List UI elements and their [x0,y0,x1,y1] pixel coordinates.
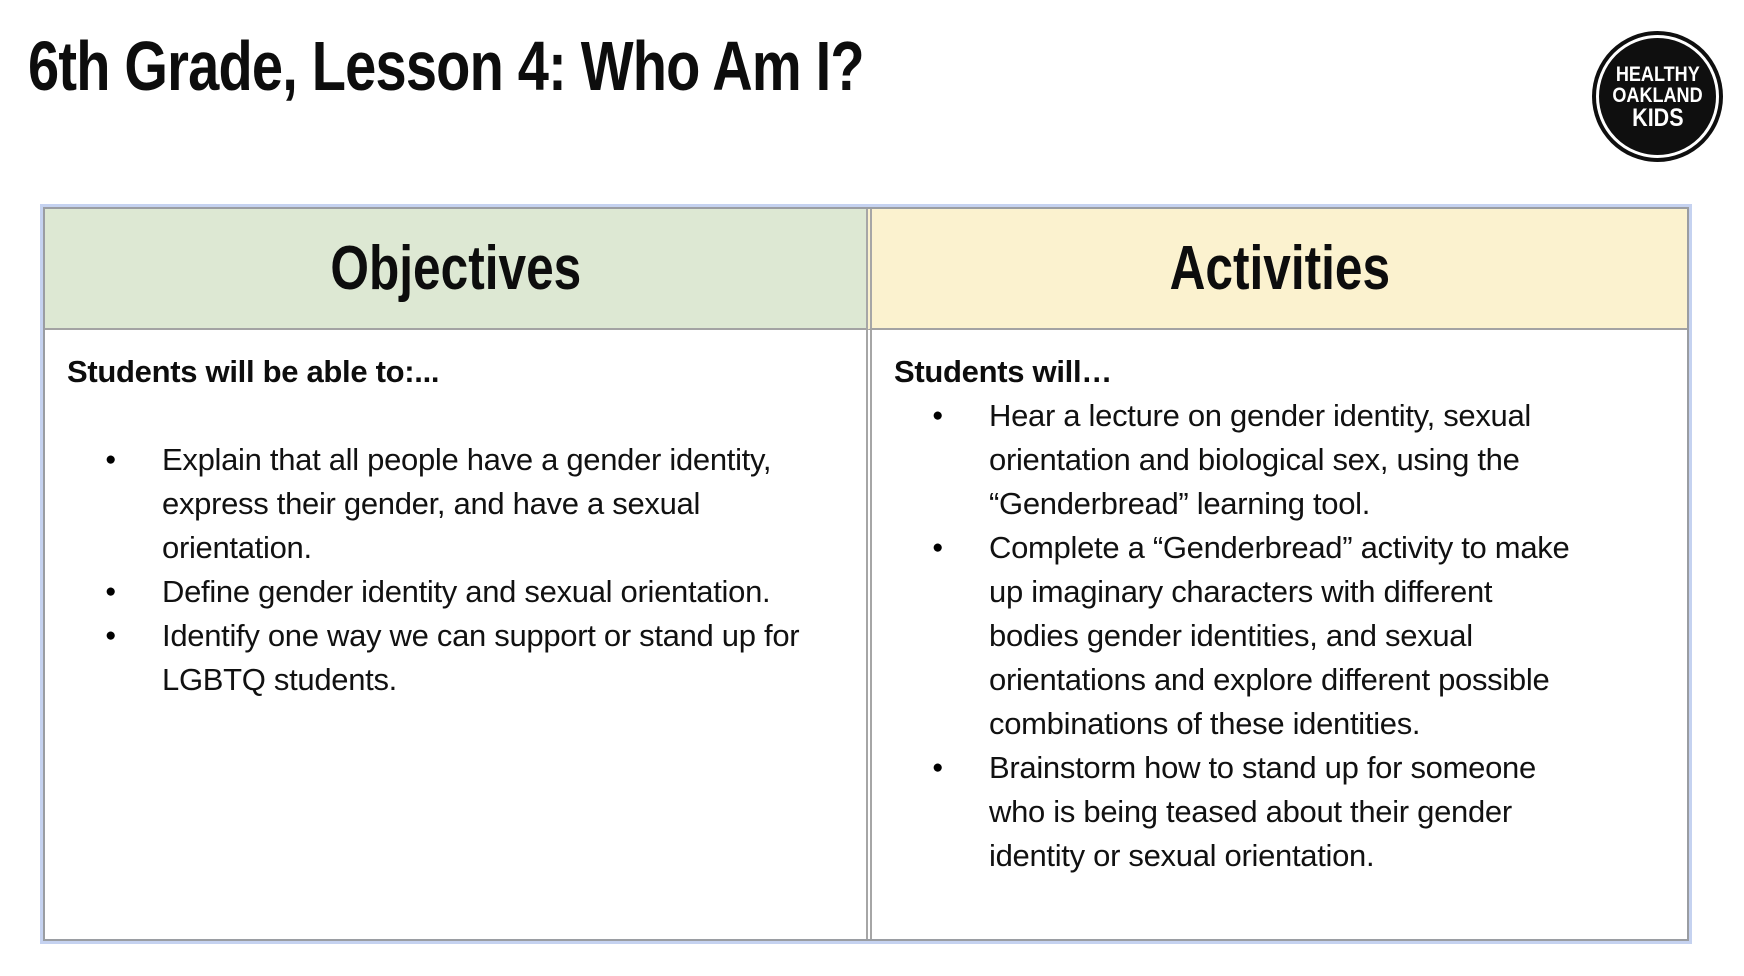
activities-bullet-text: Brainstorm how to stand up for someone who is being teased about their gender identity or sexual orientation. [989,750,1536,873]
bullet-icon: ● [932,537,944,558]
logo-line-healthy: HEALTHY [1615,62,1700,86]
activities-header-cell [866,209,1687,330]
objectives-bullet-text: Define gender identity and sexual orientation. [162,574,771,609]
activities-body-cell [866,330,1687,939]
activities-bullet-item [894,394,1667,526]
objectives-bullet-text: Identify one way we can support or stand up for LGBTQ students. [162,618,800,697]
bullet-icon: ● [932,405,944,426]
objectives-bullet-item [67,570,846,614]
slide-title: 6th Grade, Lesson 4: Who Am I? [28,27,864,105]
objectives-lead-text: Students will be able to:... [67,354,440,389]
activities-bullet-text: Complete a “Genderbread” activity to make up imaginary characters with different bodies gender identities, and sexual orientations and explore different possible combinations of these identities. [989,530,1570,741]
activities-bullet-list [894,394,1667,878]
activities-bullet-item [894,526,1667,746]
objectives-activities-table [43,207,1689,941]
activities-header-label: Activities [1169,234,1390,303]
activities-lead-text: Students will… [894,354,1112,389]
objectives-bullet-item [67,438,846,570]
objectives-header-cell [45,209,866,330]
healthy-oakland-kids-logo [1592,31,1723,162]
objectives-bullet-list [67,438,846,702]
objectives-body-cell [45,330,866,939]
objectives-bullet-item [67,614,846,702]
bullet-icon: ● [932,757,944,778]
bullet-icon: ● [105,581,117,602]
activities-bullet-text: Hear a lecture on gender identity, sexual orientation and biological sex, using the “Genderbread” learning tool. [989,398,1532,521]
bullet-icon: ● [105,449,117,470]
logo-line-oakland: OAKLAND [1612,83,1703,107]
logo-line-kids: KIDS [1631,103,1684,132]
objectives-bullet-text: Explain that all people have a gender identity, express their gender, and have a sexual orientation. [162,442,772,565]
activities-bullet-item [894,746,1667,878]
bullet-icon: ● [105,625,117,646]
objectives-header-label: Objectives [330,234,581,303]
